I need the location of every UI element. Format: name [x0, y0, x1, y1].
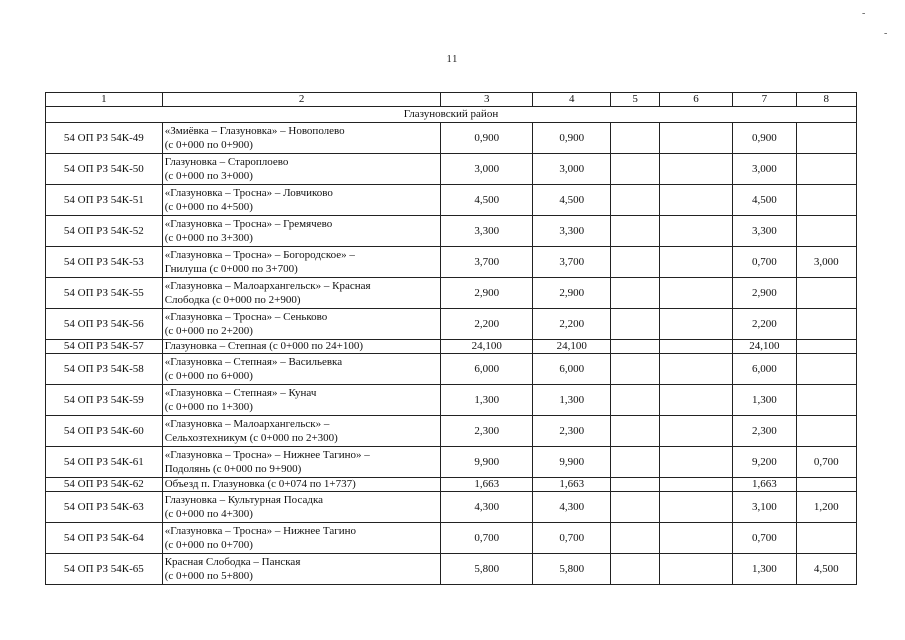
- road-code-cell: 54 ОП РЗ 54К-63: [46, 492, 163, 523]
- value-cell-c4: 9,900: [532, 447, 610, 478]
- value-cell-c7: 1,300: [733, 385, 796, 416]
- column-header: 7: [733, 93, 796, 107]
- value-cell-c3: 3,000: [441, 154, 533, 185]
- value-cell-c8: [796, 216, 856, 247]
- value-cell-c3: 1,663: [441, 478, 533, 492]
- value-cell-c4: 24,100: [532, 340, 610, 354]
- value-cell-c4: 2,300: [532, 416, 610, 447]
- roads-table: [45, 92, 857, 585]
- road-code-cell: 54 ОП РЗ 54К-60: [46, 416, 163, 447]
- table-row: [46, 385, 857, 416]
- value-cell-c8: [796, 309, 856, 340]
- value-cell-c6: [659, 185, 732, 216]
- value-cell-c8: [796, 354, 856, 385]
- road-name-cell: Глазуновка – Староплоево (с 0+000 по 3+000): [162, 154, 441, 185]
- value-cell-c4: 4,500: [532, 185, 610, 216]
- road-code-cell: 54 ОП РЗ 54К-65: [46, 554, 163, 585]
- road-name-cell: «Глазуновка – Малоархангельск» – Красная Слободка (с 0+000 по 2+900): [162, 278, 441, 309]
- table-row: [46, 309, 857, 340]
- value-cell-c3: 6,000: [441, 354, 533, 385]
- value-cell-c3: 9,900: [441, 447, 533, 478]
- road-code-cell: 54 ОП РЗ 54К-52: [46, 216, 163, 247]
- value-cell-c8: 3,000: [796, 247, 856, 278]
- value-cell-c8: [796, 478, 856, 492]
- road-name-cell: «Глазуновка – Малоархангельск» – Сельхозтехникум (с 0+000 по 2+300): [162, 416, 441, 447]
- value-cell-c5: [611, 478, 659, 492]
- table-row: [46, 340, 857, 354]
- value-cell-c6: [659, 340, 732, 354]
- value-cell-c3: 1,300: [441, 385, 533, 416]
- value-cell-c6: [659, 247, 732, 278]
- table-row: [46, 447, 857, 478]
- value-cell-c3: 24,100: [441, 340, 533, 354]
- district-row: [46, 107, 857, 123]
- value-cell-c6: [659, 154, 732, 185]
- value-cell-c5: [611, 523, 659, 554]
- value-cell-c5: [611, 309, 659, 340]
- value-cell-c8: [796, 123, 856, 154]
- value-cell-c8: [796, 385, 856, 416]
- value-cell-c4: 2,900: [532, 278, 610, 309]
- road-code-cell: 54 ОП РЗ 54К-64: [46, 523, 163, 554]
- table-row: [46, 354, 857, 385]
- table-row: [46, 216, 857, 247]
- value-cell-c5: [611, 554, 659, 585]
- value-cell-c7: 2,900: [733, 278, 796, 309]
- column-header: 3: [441, 93, 533, 107]
- value-cell-c3: 4,500: [441, 185, 533, 216]
- road-code-cell: 54 ОП РЗ 54К-53: [46, 247, 163, 278]
- value-cell-c3: 2,900: [441, 278, 533, 309]
- value-cell-c8: [796, 154, 856, 185]
- road-code-cell: 54 ОП РЗ 54К-62: [46, 478, 163, 492]
- corner-mark-1: -: [862, 8, 866, 19]
- road-code-cell: 54 ОП РЗ 54К-59: [46, 385, 163, 416]
- value-cell-c7: 24,100: [733, 340, 796, 354]
- value-cell-c6: [659, 278, 732, 309]
- value-cell-c6: [659, 492, 732, 523]
- road-name-cell: «Глазуновка – Тросна» – Гремячево (с 0+000 по 3+300): [162, 216, 441, 247]
- value-cell-c8: 4,500: [796, 554, 856, 585]
- value-cell-c8: [796, 278, 856, 309]
- table-row: [46, 416, 857, 447]
- value-cell-c7: 4,500: [733, 185, 796, 216]
- road-name-cell: Красная Слободка – Панская (с 0+000 по 5+800): [162, 554, 441, 585]
- value-cell-c7: 3,100: [733, 492, 796, 523]
- value-cell-c4: 1,300: [532, 385, 610, 416]
- value-cell-c3: 0,700: [441, 523, 533, 554]
- road-code-cell: 54 ОП РЗ 54К-55: [46, 278, 163, 309]
- value-cell-c5: [611, 278, 659, 309]
- table-row: [46, 154, 857, 185]
- road-name-cell: «Глазуновка – Тросна» – Сеньково (с 0+000 по 2+200): [162, 309, 441, 340]
- value-cell-c4: 1,663: [532, 478, 610, 492]
- value-cell-c7: 2,200: [733, 309, 796, 340]
- road-code-cell: 54 ОП РЗ 54К-51: [46, 185, 163, 216]
- table-body: [46, 93, 857, 585]
- value-cell-c5: [611, 247, 659, 278]
- column-header: 5: [611, 93, 659, 107]
- road-name-cell: «Глазуновка – Тросна» – Богородское» – Гнилуша (с 0+000 по 3+700): [162, 247, 441, 278]
- value-cell-c3: 5,800: [441, 554, 533, 585]
- value-cell-c3: 0,900: [441, 123, 533, 154]
- value-cell-c7: 0,700: [733, 523, 796, 554]
- road-code-cell: 54 ОП РЗ 54К-50: [46, 154, 163, 185]
- value-cell-c6: [659, 216, 732, 247]
- value-cell-c5: [611, 416, 659, 447]
- value-cell-c4: 0,700: [532, 523, 610, 554]
- value-cell-c4: 3,300: [532, 216, 610, 247]
- road-name-cell: Объезд п. Глазуновка (с 0+074 по 1+737): [162, 478, 441, 492]
- value-cell-c7: 1,663: [733, 478, 796, 492]
- road-name-cell: «Глазуновка – Тросна» – Нижнее Тагино (с 0+000 по 0+700): [162, 523, 441, 554]
- value-cell-c6: [659, 354, 732, 385]
- value-cell-c4: 4,300: [532, 492, 610, 523]
- table-row: [46, 523, 857, 554]
- page-number: 11: [446, 54, 459, 65]
- value-cell-c6: [659, 554, 732, 585]
- value-cell-c4: 2,200: [532, 309, 610, 340]
- table-row: [46, 185, 857, 216]
- table-row: [46, 247, 857, 278]
- table-row: [46, 554, 857, 585]
- value-cell-c7: 1,300: [733, 554, 796, 585]
- road-name-cell: «Глазуновка – Степная» – Васильевка (с 0+000 по 6+000): [162, 354, 441, 385]
- road-code-cell: 54 ОП РЗ 54К-61: [46, 447, 163, 478]
- value-cell-c8: 1,200: [796, 492, 856, 523]
- value-cell-c6: [659, 309, 732, 340]
- road-name-cell: «Глазуновка – Тросна» – Нижнее Тагино» – Подолянь (с 0+000 по 9+900): [162, 447, 441, 478]
- value-cell-c6: [659, 123, 732, 154]
- road-code-cell: 54 ОП РЗ 54К-49: [46, 123, 163, 154]
- road-name-cell: «Глазуновка – Степная» – Кунач (с 0+000 по 1+300): [162, 385, 441, 416]
- value-cell-c8: 0,700: [796, 447, 856, 478]
- road-code-cell: 54 ОП РЗ 54К-57: [46, 340, 163, 354]
- column-header: 6: [659, 93, 732, 107]
- road-code-cell: 54 ОП РЗ 54К-56: [46, 309, 163, 340]
- road-name-cell: Глазуновка – Степная (с 0+000 по 24+100): [162, 340, 441, 354]
- road-name-cell: Глазуновка – Культурная Посадка (с 0+000 по 4+300): [162, 492, 441, 523]
- column-header: 4: [532, 93, 610, 107]
- value-cell-c5: [611, 185, 659, 216]
- value-cell-c7: 0,900: [733, 123, 796, 154]
- road-name-cell: «Змиёвка – Глазуновка» – Новополево (с 0+000 по 0+900): [162, 123, 441, 154]
- value-cell-c5: [611, 385, 659, 416]
- table-row: [46, 123, 857, 154]
- value-cell-c4: 3,000: [532, 154, 610, 185]
- road-code-cell: 54 ОП РЗ 54К-58: [46, 354, 163, 385]
- value-cell-c4: 6,000: [532, 354, 610, 385]
- value-cell-c4: 0,900: [532, 123, 610, 154]
- column-header: 8: [796, 93, 856, 107]
- value-cell-c7: 6,000: [733, 354, 796, 385]
- table-row: [46, 478, 857, 492]
- value-cell-c3: 2,200: [441, 309, 533, 340]
- road-name-cell: «Глазуновка – Тросна» – Ловчиково (с 0+000 по 4+500): [162, 185, 441, 216]
- corner-mark-2: -: [884, 28, 888, 39]
- value-cell-c5: [611, 340, 659, 354]
- table-row: [46, 278, 857, 309]
- value-cell-c5: [611, 216, 659, 247]
- value-cell-c5: [611, 492, 659, 523]
- value-cell-c7: 0,700: [733, 247, 796, 278]
- header-row: [46, 93, 857, 107]
- value-cell-c5: [611, 354, 659, 385]
- table-row: [46, 492, 857, 523]
- value-cell-c4: 5,800: [532, 554, 610, 585]
- value-cell-c8: [796, 340, 856, 354]
- value-cell-c5: [611, 123, 659, 154]
- value-cell-c6: [659, 385, 732, 416]
- value-cell-c8: [796, 416, 856, 447]
- value-cell-c7: 3,000: [733, 154, 796, 185]
- column-header: 1: [46, 93, 163, 107]
- value-cell-c7: 2,300: [733, 416, 796, 447]
- value-cell-c6: [659, 447, 732, 478]
- value-cell-c8: [796, 185, 856, 216]
- value-cell-c3: 4,300: [441, 492, 533, 523]
- value-cell-c3: 2,300: [441, 416, 533, 447]
- value-cell-c8: [796, 523, 856, 554]
- value-cell-c6: [659, 416, 732, 447]
- value-cell-c6: [659, 523, 732, 554]
- value-cell-c4: 3,700: [532, 247, 610, 278]
- value-cell-c6: [659, 478, 732, 492]
- value-cell-c5: [611, 447, 659, 478]
- value-cell-c7: 9,200: [733, 447, 796, 478]
- value-cell-c3: 3,700: [441, 247, 533, 278]
- value-cell-c5: [611, 154, 659, 185]
- district-title: Глазуновский район: [46, 107, 857, 123]
- value-cell-c7: 3,300: [733, 216, 796, 247]
- column-header: 2: [162, 93, 441, 107]
- value-cell-c3: 3,300: [441, 216, 533, 247]
